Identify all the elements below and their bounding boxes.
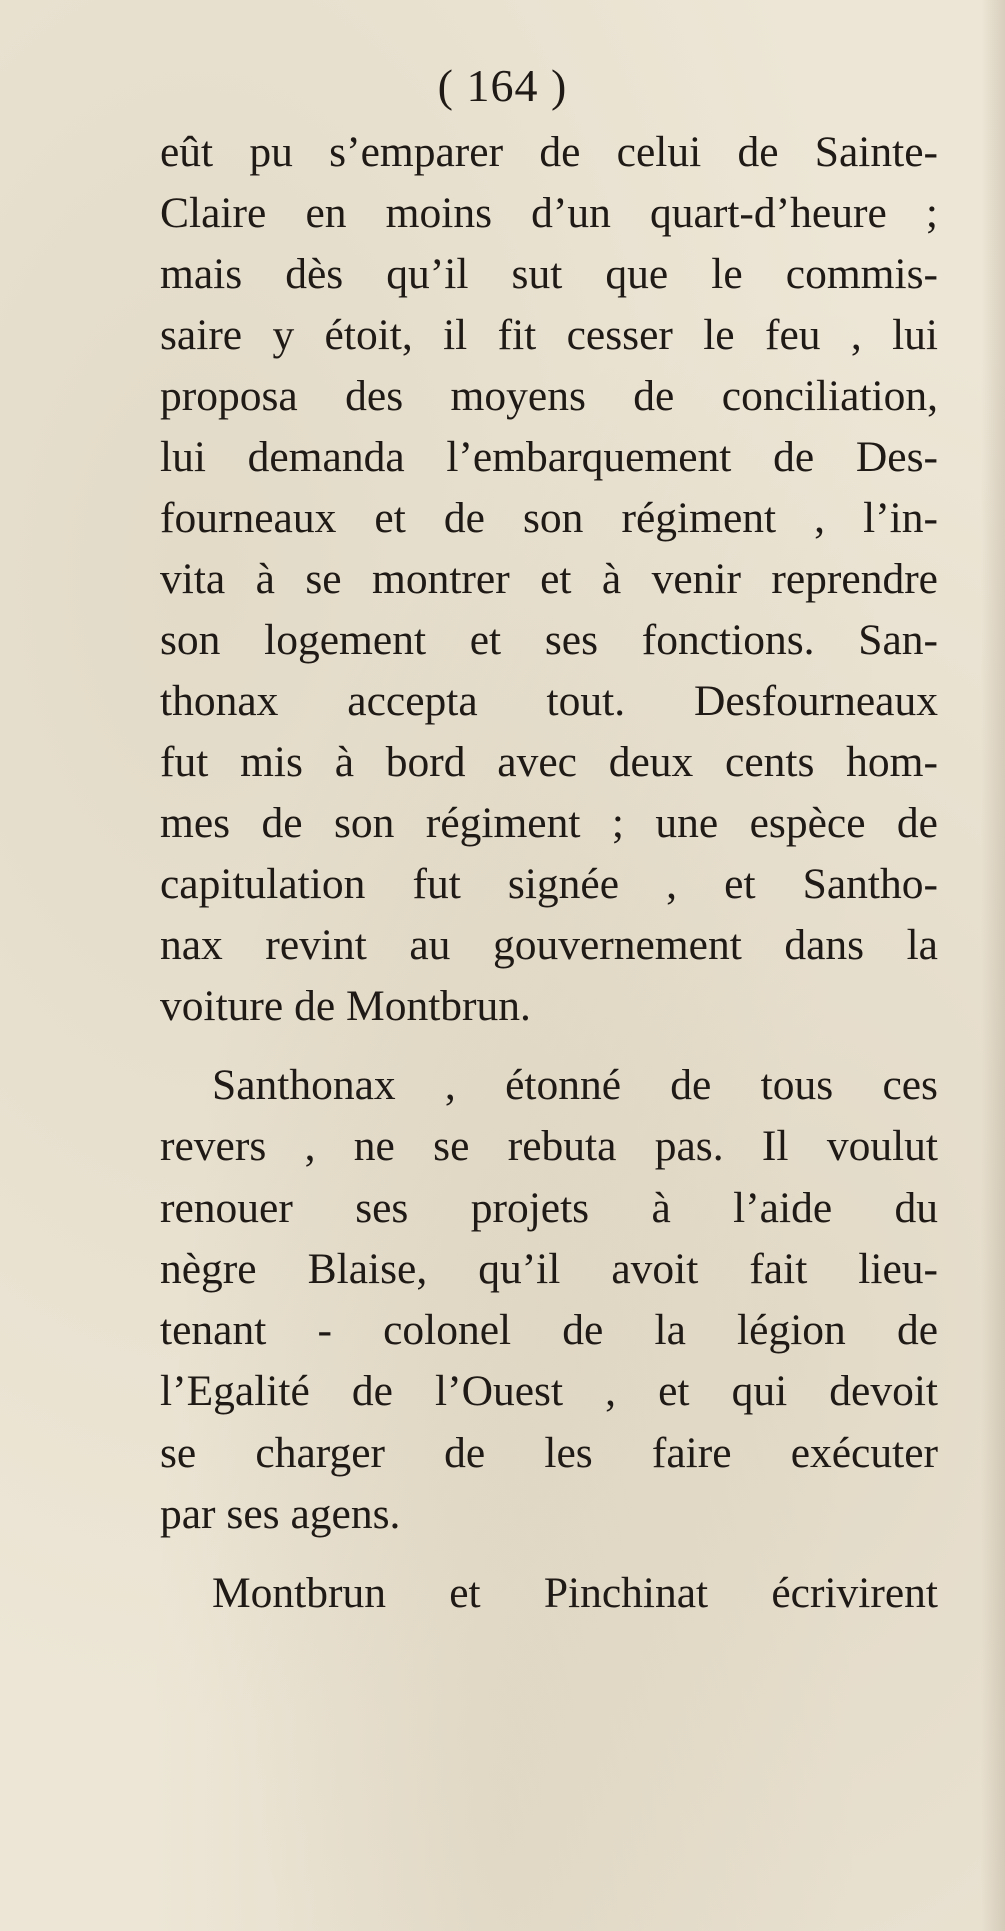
text-line: tenant - colonel de la légion de	[160, 1306, 938, 1355]
text-line: son logement et ses fonctions. San-	[160, 616, 938, 664]
paragraph-gap	[160, 1037, 938, 1055]
text-line: mes de son régiment ; une espèce de	[160, 799, 938, 847]
text-line: lui demanda l’embarquement de Des-	[160, 433, 938, 481]
text-line: vita à se montrer et à venir reprendre	[160, 555, 938, 603]
text-line: voiture de Montbrun.	[160, 982, 531, 1030]
text-line: Claire en moins d’un quart-d’heure ;	[160, 189, 938, 237]
text-line: proposa des moyens de conciliation,	[160, 372, 938, 420]
text-line: se charger de les faire exécuter	[160, 1428, 938, 1477]
text-line: eût pu s’emparer de celui de Sainte-	[160, 128, 938, 176]
text-line: revers , ne se rebuta pas. Il voulut	[160, 1122, 938, 1171]
paragraph-2	[160, 1055, 938, 1545]
paragraph-1	[160, 122, 938, 1037]
body-text	[160, 122, 938, 1624]
text-line: renouer ses projets à l’aide du	[160, 1183, 938, 1232]
text-line: capitulation fut signée , et Santho-	[160, 860, 938, 908]
text-line: saire y étoit, il fit cesser le feu , lui	[160, 311, 938, 359]
text-line: thonax accepta tout. Desfourneaux	[160, 677, 938, 725]
text-line: nax revint au gouvernement dans la	[160, 921, 938, 969]
text-line: mais dès qu’il sut que le commis-	[160, 250, 938, 298]
text-line: Montbrun et Pinchinat écrivirent	[212, 1569, 938, 1618]
page-number: ( 164 )	[437, 60, 568, 111]
text-line: nègre Blaise, qu’il avoit fait lieu-	[160, 1244, 938, 1293]
text-line: fourneaux et de son régiment , l’in-	[160, 494, 938, 542]
paragraph-3	[160, 1563, 938, 1624]
text-line: fut mis à bord avec deux cents hom-	[160, 738, 938, 786]
paragraph-gap	[160, 1545, 938, 1563]
page-edge-shadow	[981, 0, 1005, 1931]
text-line: Santhonax , étonné de tous ces	[212, 1061, 938, 1109]
text-line: par ses agens.	[160, 1490, 401, 1539]
text-line: l’Egalité de l’Ouest , et qui devoit	[160, 1367, 938, 1416]
